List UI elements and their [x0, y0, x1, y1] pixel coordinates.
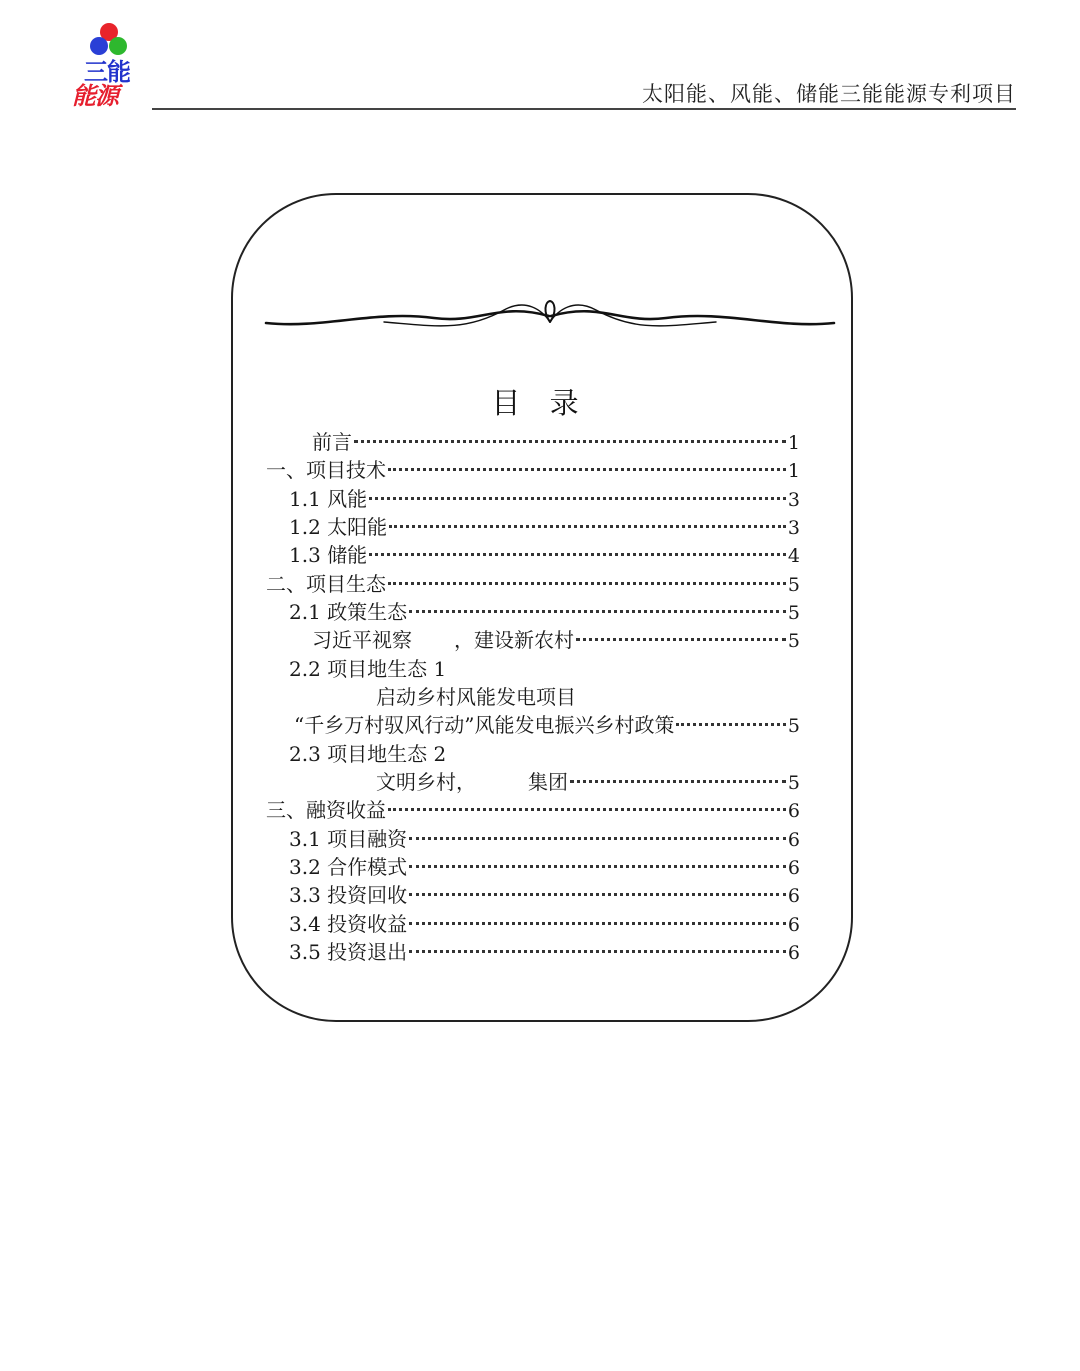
- toc-entry-label: 前言: [312, 430, 352, 454]
- header-divider: [152, 108, 1016, 110]
- ornament-divider: [264, 296, 836, 336]
- toc-entry-page: 6: [787, 885, 800, 907]
- toc-entry-label: 1.2 太阳能: [289, 515, 388, 539]
- toc-leader: [576, 638, 786, 641]
- toc-entry-page: 5: [787, 602, 800, 624]
- toc-entry[interactable]: [266, 456, 800, 484]
- toc-leader: [388, 808, 786, 811]
- toc-entry-page: 5: [787, 574, 800, 596]
- header-title: 太阳能、风能、储能三能能源专利项目: [642, 82, 1016, 106]
- logo-text-line2: 能源: [72, 82, 118, 110]
- toc-entry[interactable]: [294, 711, 800, 739]
- toc-entry[interactable]: [312, 428, 800, 456]
- toc-entry[interactable]: [266, 796, 800, 824]
- toc-leader: [409, 922, 786, 925]
- toc-leader: [388, 582, 786, 585]
- toc-leader: [409, 837, 786, 840]
- toc-leader: [409, 865, 786, 868]
- toc-entry-page: 3: [787, 517, 800, 539]
- toc-entry-label: 启动乡村风能发电项目: [376, 685, 576, 709]
- toc-entry-label: 2.1 政策生态: [289, 600, 408, 624]
- toc-entry-label-a: 习近平视察: [312, 628, 412, 652]
- toc-leader: [388, 468, 786, 471]
- toc-entry-label: 3.1 项目融资: [289, 827, 408, 851]
- toc-entry[interactable]: [289, 740, 800, 768]
- toc-entry[interactable]: [266, 570, 800, 598]
- toc-entry-label: 3.3 投资回收: [289, 883, 408, 907]
- toc-entry-page: 6: [787, 800, 800, 822]
- toc-entry-page: 6: [787, 829, 800, 851]
- toc-leader: [409, 893, 786, 896]
- toc-entry-page: 6: [787, 857, 800, 879]
- company-logo: [68, 20, 152, 110]
- toc-entry[interactable]: [289, 881, 800, 909]
- toc-entry-label: 1.3 储能: [289, 543, 368, 567]
- toc-entry-label: 3.5 投资退出: [289, 940, 408, 964]
- toc-leader: [409, 950, 786, 953]
- toc-entry-page: 4: [787, 545, 800, 567]
- toc-entry-label: 3.4 投资收益: [289, 912, 408, 936]
- toc-entry[interactable]: [289, 598, 800, 626]
- toc-entry-label: 一、项目技术: [266, 458, 386, 482]
- toc-entry-page: 5: [787, 772, 800, 794]
- toc-entry[interactable]: [289, 910, 800, 938]
- toc-entry-page: 6: [787, 914, 800, 936]
- toc-leader: [676, 723, 785, 726]
- toc-entry[interactable]: [289, 485, 800, 513]
- toc-entry-page: 5: [787, 630, 800, 652]
- toc-title: 目 录: [491, 386, 589, 420]
- toc-entry-page: 5: [787, 715, 800, 737]
- toc-entry[interactable]: [312, 626, 800, 654]
- toc-leader: [354, 440, 786, 443]
- toc-entry[interactable]: [289, 853, 800, 881]
- toc-entry-label: 三、融资收益: [266, 798, 386, 822]
- toc-entry-label: 2.2 项目地生态 1: [289, 657, 447, 681]
- toc-leader: [570, 780, 786, 783]
- toc-leader: [389, 525, 786, 528]
- toc-entry[interactable]: [376, 683, 800, 711]
- toc-entry[interactable]: [289, 513, 800, 541]
- toc-leader: [369, 553, 786, 556]
- toc-entry[interactable]: [376, 768, 800, 796]
- toc-entry-label-b: ，建设新农村: [454, 628, 574, 652]
- toc-leader: [369, 497, 786, 500]
- logo-text-line1: 三能: [84, 58, 130, 86]
- toc-entry-page: 1: [787, 460, 800, 482]
- toc-entry[interactable]: [289, 541, 800, 569]
- toc-entry-label-a: 文明乡村，: [376, 770, 476, 794]
- toc-entry[interactable]: [289, 825, 800, 853]
- toc-entry-label: 3.2 合作模式: [289, 855, 408, 879]
- toc-entry-label: 2.3 项目地生态 2: [289, 742, 447, 766]
- toc-entry-label: 二、项目生态: [266, 572, 386, 596]
- toc-entry-label-b: 集团: [528, 770, 568, 794]
- toc-leader: [409, 610, 786, 613]
- toc-entry[interactable]: [289, 938, 800, 966]
- toc-entry-page: 3: [787, 489, 800, 511]
- toc-entry-label: 1.1 风能: [289, 487, 368, 511]
- toc-entry-page: 1: [787, 432, 800, 454]
- toc-entry-page: 6: [787, 942, 800, 964]
- toc-entry-label: “千乡万村驭风行动”风能发电振兴乡村政策: [294, 713, 675, 737]
- toc-entry[interactable]: [289, 655, 800, 683]
